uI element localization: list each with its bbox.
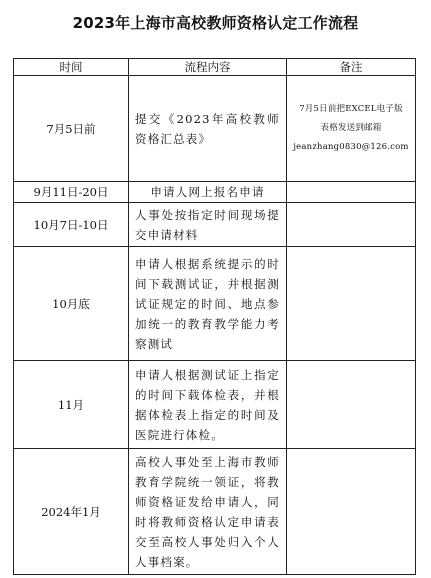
table-row [14,203,416,247]
row-note [287,247,416,361]
page-title: 2023年上海市高校教师资格认定工作流程 [72,14,359,32]
table-row [14,247,416,361]
row-flow: 申请人根据测试证上指定的时间下载体检表，并根据体检表上指定的时间及医院进行体检。 [129,361,287,449]
note-line: 表格发送到邮箱 [320,123,382,133]
row-time: 10月7日-10日 [14,203,129,247]
header-note: 备注 [287,59,416,76]
table-row [14,449,416,575]
row-time: 10月底 [14,247,129,361]
table-row [14,182,416,203]
row-flow: 申请人根据系统提示的时间下载测试证，并根据测试证规定的时间、地点参加统一的教育教学能力考察测试 [129,247,287,361]
row-note [287,182,416,203]
row-time: 2024年1月 [14,449,129,575]
row-note [287,203,416,247]
row-time: 9月11日-20日 [14,182,129,203]
row-flow: 人事处按指定时间现场提交申请材料 [129,203,287,247]
process-table [13,58,416,575]
header-time: 时间 [14,59,129,76]
header-flow: 流程内容 [129,59,287,76]
row-time: 7月5日前 [14,76,129,182]
note-email: jeanzhang0830@126.com [293,142,409,152]
table-row [14,361,416,449]
table-row [14,76,416,182]
row-note [287,76,416,182]
note-line: 7月5日前把EXCEL电子版 [299,104,403,114]
row-flow: 高校人事处至上海市教师教育学院统一领证，将教师资格证发给申请人，同时将教师资格认定申请表交至高校人事处归入个人人事档案。 [129,449,287,575]
row-note [287,449,416,575]
row-flow: 申请人网上报名申请 [129,182,287,203]
table-header-row [14,59,416,76]
row-flow: 提交《2023年高校教师资格汇总表》 [129,76,287,182]
row-time: 11月 [14,361,129,449]
row-note [287,361,416,449]
